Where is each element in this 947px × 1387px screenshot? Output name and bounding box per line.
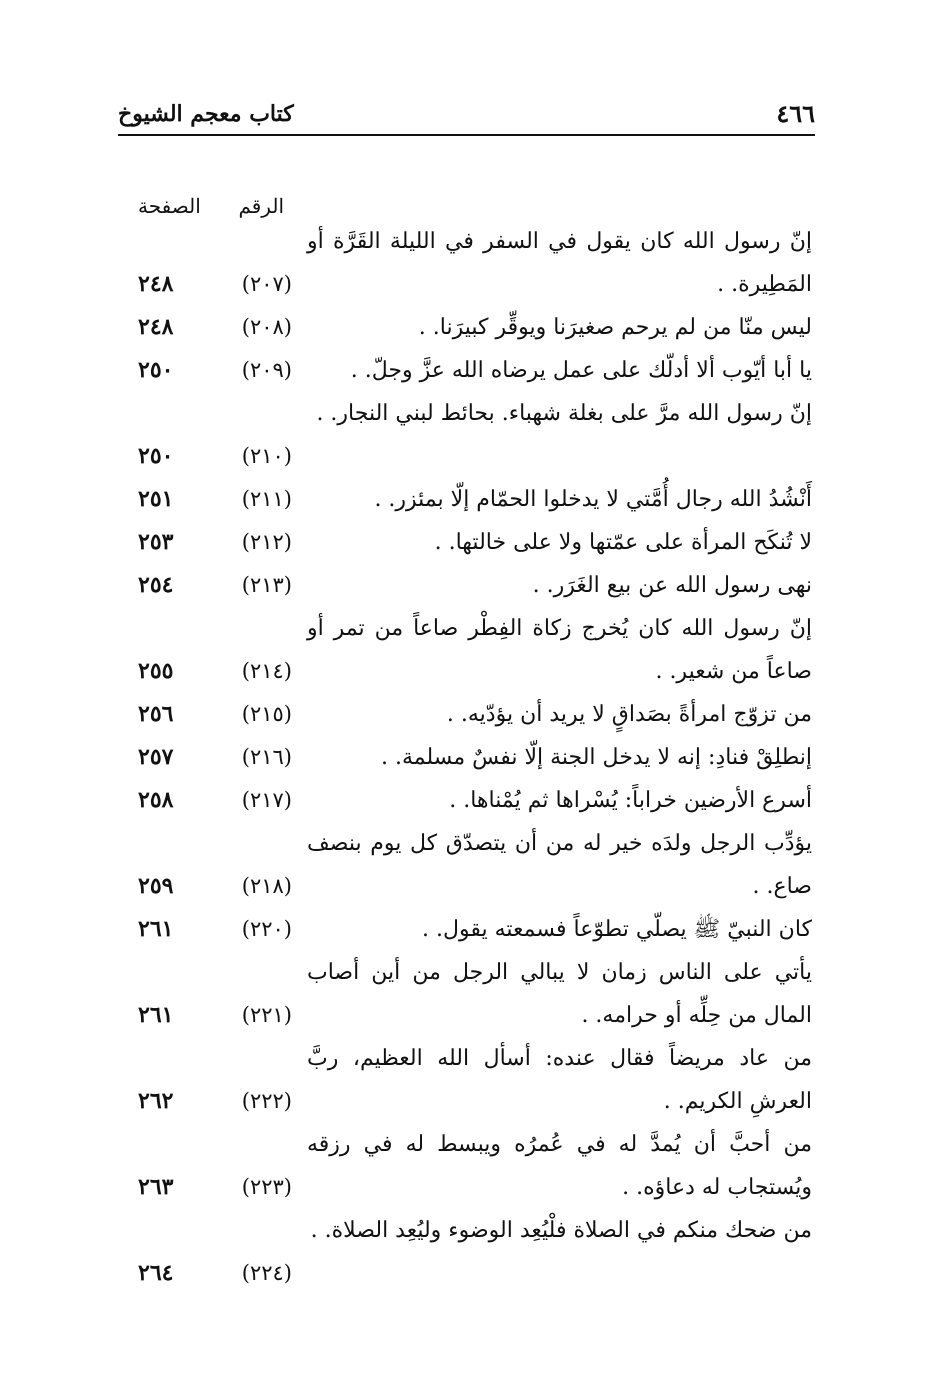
column-header-number: الرقم xyxy=(238,194,284,218)
entry-number: (٢١٦) xyxy=(241,745,292,769)
index-entry xyxy=(0,1209,947,1295)
entry-page: ٢٥٨ xyxy=(138,787,174,813)
entry-page: ٢٥٣ xyxy=(138,529,174,555)
index-entry xyxy=(0,478,947,521)
index-entry xyxy=(0,693,947,736)
book-title: كتاب معجم الشيوخ xyxy=(118,101,294,127)
index-entry xyxy=(0,349,947,392)
index-entry xyxy=(0,392,947,478)
entry-number: (٢٢٢) xyxy=(241,1089,292,1113)
entry-text: يا أبا أيّوب ألا أدلّك على عمل يرضاه الله عزَّ وجلّ. . xyxy=(350,358,812,383)
entry-text: أَنْشُدُ الله رجال أُمَّتي لا يدخلوا الحمّام إلّا بمئزر. . xyxy=(374,487,812,512)
entry-number: (٢٠٨) xyxy=(241,315,292,339)
entry-number: (٢٢٣) xyxy=(241,1175,292,1199)
entry-text: إنّ رسول الله كان يُخرج زكاة الفِطْر صاعاً من تمر أو صاعاً من شعير. . xyxy=(307,616,812,684)
entry-page: ٢٥٦ xyxy=(138,701,174,727)
entry-number: (٢١٥) xyxy=(241,702,292,726)
index-entry xyxy=(0,564,947,607)
index-entry xyxy=(0,822,947,908)
entry-text: يأتي على الناس زمان لا يبالي الرجل من أين أصاب المال من حِلِّه أو حرامه. . xyxy=(307,960,812,1028)
index-entry xyxy=(0,306,947,349)
entry-page: ٢٦٣ xyxy=(138,1174,174,1200)
entry-text: إنطلِقْ فنادِ: إنه لا يدخل الجنة إلّا نفسٌ مسلمة. . xyxy=(380,745,812,770)
index-entry xyxy=(0,779,947,822)
entry-text: من عاد مريضاً فقال عنده: أسأل الله العظيم، ربَّ العرشِ الكريم. . xyxy=(307,1046,812,1114)
entry-text: من تزوّج امرأةً بصَداقٍ لا يريد أن يؤدّيه. . xyxy=(446,702,812,727)
entry-page: ٢٥٤ xyxy=(138,572,174,598)
entry-text: إنّ رسول الله مرَّ على بغلة شهباء. بحائط لبني النجار. . xyxy=(316,401,812,426)
entry-page: ٢٦٤ xyxy=(138,1260,174,1286)
entry-number: (٢٠٧) xyxy=(241,272,292,296)
entry-text: من ضحك منكم في الصلاة فلْيُعِد الوضوء وليُعِد الصلاة. . xyxy=(310,1218,812,1243)
entry-text: نهى رسول الله عن بيع الغَرَر. . xyxy=(532,573,812,598)
entry-number: (٢١٠) xyxy=(241,444,292,468)
entry-text: لا تُنكَح المرأة على عمّتها ولا على خالتها. . xyxy=(434,530,812,555)
entry-page: ٢٥٠ xyxy=(138,443,174,469)
header-rule xyxy=(118,134,815,136)
entry-number: (٢١٣) xyxy=(241,573,292,597)
index-entry xyxy=(0,220,947,306)
entry-text: إنّ رسول الله كان يقول في السفر في الليلة القَرَّة أو المَطِيرة. . xyxy=(307,229,812,297)
index-entry xyxy=(0,908,947,951)
entry-page: ٢٥٥ xyxy=(138,658,174,684)
entry-page: ٢٦١ xyxy=(138,1002,174,1028)
entry-page: ٢٥٧ xyxy=(138,744,174,770)
running-head xyxy=(118,96,815,132)
entry-text: أسرع الأرضين خراباً: يُسْراها ثم يُمْناها. . xyxy=(449,788,812,813)
entry-number: (٢٢٤) xyxy=(241,1261,292,1285)
entry-number: (٢٢١) xyxy=(241,1003,292,1027)
entry-text: ليس منّا من لم يرحم صغيرَنا ويوقِّر كبيرَنا. . xyxy=(418,315,812,340)
index-entry xyxy=(0,607,947,693)
entry-number: (٢٢٠) xyxy=(241,917,292,941)
entry-page: ٢٦١ xyxy=(138,916,174,942)
entry-page: ٢٥١ xyxy=(138,486,174,512)
page-number: ٤٦٦ xyxy=(776,99,815,128)
entry-number: (٢٠٩) xyxy=(241,358,292,382)
entry-number: (٢١١) xyxy=(241,487,292,511)
entry-text: من أحبَّ أن يُمدَّ له في عُمرُه ويبسط له في رزقه ويُستجاب له دعاؤه. . xyxy=(307,1132,812,1200)
column-header-page: الصفحة xyxy=(138,194,201,218)
index-entry xyxy=(0,1123,947,1209)
entry-number: (٢١٢) xyxy=(241,530,292,554)
entry-number: (٢١٧) xyxy=(241,788,292,812)
entry-page: ٢٥٠ xyxy=(138,357,174,383)
entry-number: (٢١٤) xyxy=(241,659,292,683)
entry-page: ٢٥٩ xyxy=(138,873,174,899)
index-entry xyxy=(0,521,947,564)
entry-text: كان النبيّ ﷺ يصلّي تطوّعاً فسمعته يقول. . xyxy=(422,917,812,942)
entry-text: يؤدِّب الرجل ولدَه خير له من أن يتصدّق كل يوم بنصف صاع. . xyxy=(307,831,812,899)
index-entry xyxy=(0,951,947,1037)
index-entry xyxy=(0,736,947,779)
entry-page: ٢٤٨ xyxy=(138,314,174,340)
entry-number: (٢١٨) xyxy=(241,874,292,898)
entry-page: ٢٤٨ xyxy=(138,271,174,297)
index-entry xyxy=(0,1037,947,1123)
entry-page: ٢٦٢ xyxy=(138,1088,174,1114)
